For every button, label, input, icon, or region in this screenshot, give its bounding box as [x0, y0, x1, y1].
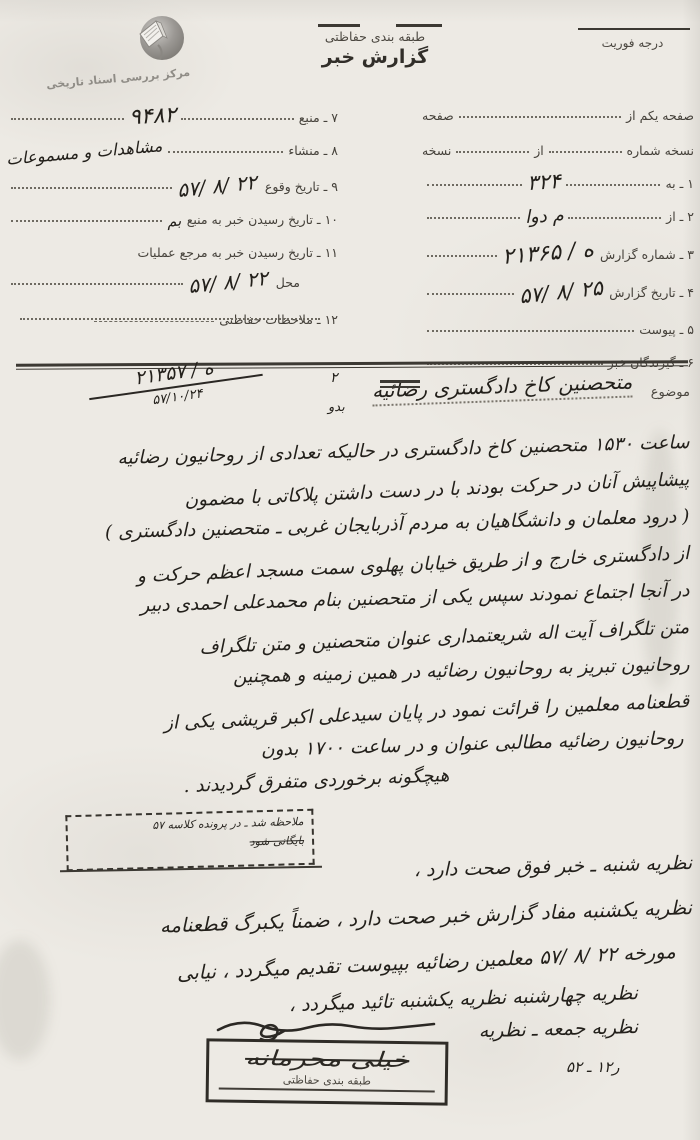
field-number: ۱۰ [324, 212, 338, 227]
dotted-leader [427, 255, 497, 257]
field-label: پیوست [639, 322, 676, 337]
dotted-leader [427, 184, 522, 186]
form-left-column [6, 92, 338, 327]
decorative-rule [318, 24, 360, 27]
decorative-rule [396, 24, 442, 27]
urgency-label: درجه فوریت [601, 36, 664, 50]
form-field-date-received-ops-line2 [6, 262, 338, 299]
form-field-occurrence-date: ۹ ـ تاریخ وقوع ۲۲ /۸ /۵۷ [6, 166, 338, 194]
field-number: ۱ [687, 176, 694, 191]
field-value-handwritten: ۲۲ /۸ /۵۷ [175, 169, 258, 203]
form-field-report-number: ۳ ـ شماره گزارش ه / ۲۱۳۶۵ [422, 232, 694, 262]
dashed-leader [94, 321, 214, 322]
dotted-leader [427, 330, 634, 332]
copy-line-prefix: نسخه شماره [626, 143, 694, 158]
field-value-handwritten: بم [165, 211, 182, 231]
field-value-handwritten: ه / ۲۱۳۶۵ [501, 237, 595, 270]
classification-stamp-label: طبقه بندی حفاظتی [219, 1072, 435, 1092]
scan-smudge [0, 940, 50, 1060]
field-value-handwritten: ۲۲ /۸ /۵۷ [186, 265, 269, 299]
form-field-from: ۲ ـ از م دوا [422, 199, 694, 224]
field-number: ۲ [687, 209, 694, 224]
body-line: پیشاپیش آنان در حرکت بودند با در دست داشتن پلاکاتی با مضمون [184, 469, 690, 512]
field-number: ۶ [687, 355, 694, 370]
field-number: ۵ [687, 322, 694, 337]
report-title: گزارش خبر [321, 46, 429, 68]
opinion-line-wednesday: نظریه چهارشنبه نظریه یکشنبه تائید میگردد ، [288, 982, 638, 1017]
report-body-text [6, 424, 690, 798]
field-label: شماره گزارش [599, 247, 676, 262]
dotted-leader [456, 151, 529, 153]
field-label: تاریخ رسیدن خبر به مرجع عملیات [137, 245, 313, 260]
field-value-handwritten: ۲۵ /۸ /۵۷ [518, 275, 605, 309]
subject-label: موضوع [650, 385, 690, 400]
dotted-leader [181, 118, 294, 120]
field-number: ۷ [331, 110, 338, 125]
field-value-handwritten: م دوا [524, 205, 564, 228]
body-line: ساعت ۱۵۳۰ متحصنین کاخ دادگستری در حالیکه تعدادی از روحانیون رضائیه [117, 432, 690, 469]
opinion-line-saturday: نظریه شنبه ـ خبر فوق صحت دارد ، [413, 852, 692, 882]
body-line: قطعنامه معلمین را قرائت نمود در پایان سیدعلی اکبر قریشی یکی از [163, 691, 690, 735]
opinion-line-sunday-cont: مورخه ۲۲ /۸ /۵۷ معلمین رضائیه بپیوست تقدیم میگردد ، نیابی [176, 940, 676, 985]
field-number: ۹ [331, 179, 338, 194]
reference-date-handwritten: ۵۷/۱۰/۲۴ [151, 386, 204, 409]
subject-center-note: ۲ [330, 370, 338, 386]
field-label: ملاحظات حفاظتی [219, 312, 313, 327]
form-field-date-received-ops: ۱۱ ـ تاریخ رسیدن خبر به مرجع عملیات [137, 245, 338, 260]
field-label: گیرندگان خبر [607, 355, 676, 370]
classification-stamp-box [206, 1038, 449, 1105]
body-line: هیچگونه برخوردی متفرق گردیدند . [183, 765, 450, 798]
emphasis-dash [380, 380, 420, 383]
field-value-handwritten: ۹۴۸۲ [128, 102, 177, 131]
field-label: محل [275, 275, 300, 290]
opinion-line-friday: نظریه جمعه ـ نظریه [478, 1016, 638, 1043]
page-line-prefix: صفحه یکم از [626, 108, 694, 123]
body-line: ( درود معلمان و دانشگاهیان به مردم آذربایجان غربی ـ متحصنین دادگستری ) [104, 506, 690, 544]
field-number: ۸ [331, 143, 338, 158]
form-field-source: ۷ ـ منبع ۹۴۸۲ [6, 100, 338, 125]
field-number: ۳ [687, 247, 694, 262]
archive-stamp-box [65, 809, 314, 871]
field-label: تاریخ رسیدن خبر به منبع [186, 212, 313, 227]
archive-logo-caption: مرکز بررسی اسناد تاریخی [45, 65, 191, 92]
body-line: متن تلگراف آیت اله شریعتمداری عنوان متحصنین و متن تلگراف [199, 617, 690, 659]
decorative-rule [578, 28, 690, 30]
archive-stamp-line: ملاحظه شد ـ در پرونده کلاسه ۵۷ [152, 815, 304, 832]
dotted-leader [11, 220, 162, 222]
form-field-security-remarks: ۱۲ ـ ملاحظات حفاظتی [6, 302, 338, 327]
footer-doc-number: ر۱۲ ـ ۵۲ [566, 1058, 620, 1076]
field-label: منبع [298, 110, 320, 125]
opinion-line-sunday: نظریه یکشنبه مفاد گزارش خبر صحت دارد ، ضمناً یکبرگ قطعنامه [159, 896, 693, 938]
dotted-leader [549, 151, 622, 153]
form-field-to: ۱ ـ به ۳۲۴ [422, 166, 694, 191]
classification-label: طبقه بندی حفاظتی [324, 29, 426, 44]
dotted-leader [11, 283, 183, 285]
dotted-leader [168, 151, 284, 153]
emphasis-dash [380, 386, 420, 388]
archive-stamp-line: بایگانی شود [249, 834, 305, 849]
field-number: ۴ [687, 285, 694, 300]
body-line: از دادگستری خارج و از طریق خیابان پهلوی سمت مسجد اعظم حرکت و [136, 543, 690, 588]
field-label: منشاء [288, 143, 320, 158]
field-label: تاریخ وقوع [264, 179, 320, 194]
archive-logo [45, 12, 191, 92]
dotted-rule [20, 318, 320, 320]
form-field-report-date: ۴ ـ تاریخ گزارش ۲۵ /۸ /۵۷ [422, 270, 694, 300]
body-line: روحانیون تبریز به روحانیون رضائیه در همین زمینه و همچنین [232, 654, 690, 688]
dotted-leader [568, 217, 661, 219]
field-number: ۱۱ [324, 245, 338, 260]
body-line: در آنجا اجتماع نمودند سپس یکی از متحصنین بنام محمدعلی احمدی دبیر [140, 580, 690, 617]
form-field-recipients: ۶ ـ گیرندگان خبر [422, 345, 694, 370]
field-number: ۱۲ [324, 312, 338, 327]
reference-number-handwritten: ه / ۲۱۳۵۷ [86, 350, 263, 400]
reference-annotation [86, 350, 265, 417]
copy-number-line [422, 133, 694, 158]
copy-line-suffix: نسخه [421, 143, 452, 158]
dotted-leader [11, 187, 172, 189]
dotted-leader [427, 293, 514, 295]
field-label: تاریخ گزارش [609, 285, 676, 300]
page-number-line [422, 98, 694, 123]
form-right-column [422, 90, 694, 370]
dotted-leader [11, 118, 124, 120]
form-field-date-received-source: ۱۰ ـ تاریخ رسیدن خبر به منبع بم [6, 202, 338, 227]
field-value-handwritten: ۳۲۴ [526, 168, 562, 196]
book-globe-icon [128, 12, 190, 68]
subject-text-handwritten: متحصنین کاخ دادگستری رضائیه [371, 369, 632, 406]
field-label: از [666, 209, 676, 224]
dotted-leader [459, 116, 621, 118]
field-label: به [665, 176, 676, 191]
classification-stamp-word: خیلی محرمانه [244, 1045, 410, 1073]
field-value-handwritten: مشاهدات و مسموعات [5, 136, 164, 169]
copy-line-mid: از [534, 143, 544, 158]
subject-small-note: بدو [328, 400, 345, 415]
form-field-origin: ۸ ـ منشاء مشاهدات و مسموعات [5, 136, 338, 169]
body-line: روحانیون رضائیه مطالبی عنوان و در ساعت ۱۷۰۰ بدون [260, 728, 684, 761]
dotted-leader [427, 217, 520, 219]
page-line-suffix: صفحه [422, 108, 454, 123]
form-field-attachment: ۵ ـ پیوست [422, 312, 694, 337]
dotted-leader [566, 184, 661, 186]
